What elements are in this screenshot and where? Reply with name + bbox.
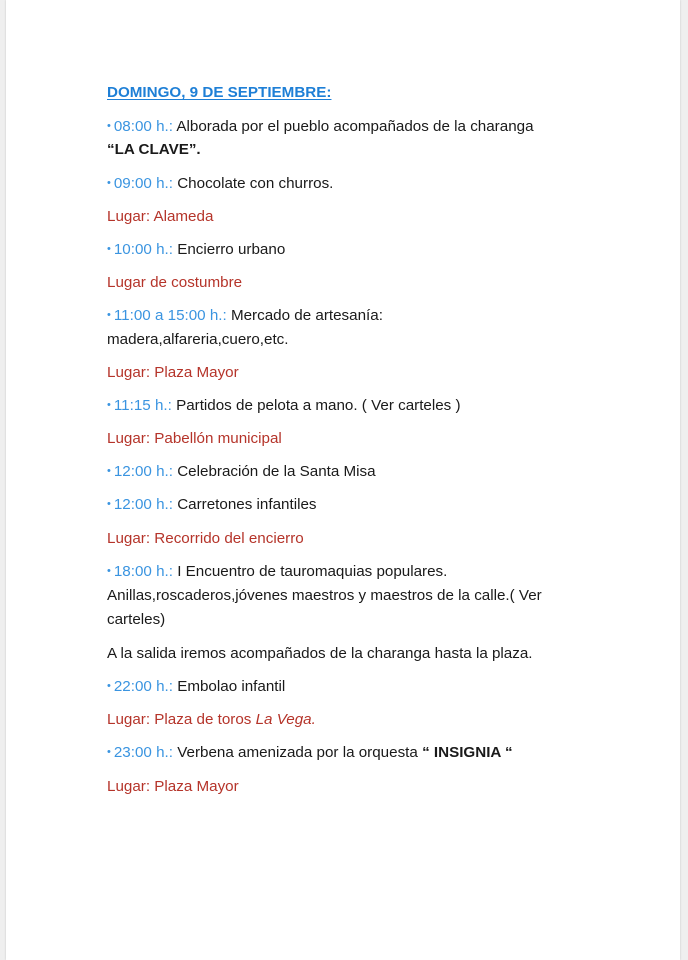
event-time: 11:00 a 15:00 h.: bbox=[113, 307, 227, 324]
event-location: Lugar: Plaza Mayor bbox=[107, 778, 239, 795]
event-description-continuation: madera,alfareria,cuero,etc. bbox=[107, 331, 289, 348]
bullet-icon: • bbox=[107, 680, 111, 692]
event-time: 08:00 h.: bbox=[113, 118, 173, 135]
event-location: Lugar: Plaza Mayor bbox=[107, 364, 239, 381]
event-description: I Encuentro de tauromaquias populares. bbox=[172, 563, 448, 580]
event-location: Lugar: Pabellón municipal bbox=[107, 430, 282, 447]
bullet-icon: • bbox=[107, 177, 111, 189]
event-description-continuation: “LA CLAVE”. bbox=[107, 141, 201, 158]
bullet-icon: • bbox=[107, 498, 111, 510]
event-description-continuation: carteles) bbox=[107, 611, 166, 628]
event-description: Embolao infantil bbox=[172, 678, 286, 695]
bullet-icon: • bbox=[107, 746, 111, 758]
schedule-item bbox=[107, 174, 333, 195]
location-label: Lugar: Plaza de toros bbox=[107, 711, 256, 728]
event-time: 12:00 h.: bbox=[113, 496, 173, 513]
schedule-item bbox=[107, 240, 285, 261]
schedule-item bbox=[107, 462, 376, 483]
schedule-item bbox=[107, 117, 534, 138]
event-location: Lugar: Recorrido del encierro bbox=[107, 530, 304, 547]
event-description-continuation: Anillas,roscaderos,jóvenes maestros y maestros de la calle.( Ver bbox=[107, 587, 542, 604]
document-page bbox=[6, 0, 680, 960]
schedule-item bbox=[107, 677, 285, 698]
event-time: 23:00 h.: bbox=[113, 744, 173, 761]
bullet-icon: • bbox=[107, 309, 111, 321]
event-description: Chocolate con churros. bbox=[172, 175, 334, 192]
schedule-item bbox=[107, 562, 447, 583]
bullet-icon: • bbox=[107, 565, 111, 577]
schedule-item bbox=[107, 396, 461, 417]
event-time: 18:00 h.: bbox=[113, 563, 173, 580]
event-location: Lugar de costumbre bbox=[107, 274, 243, 291]
event-location bbox=[107, 710, 316, 730]
event-description: Verbena amenizada por la orquesta bbox=[172, 744, 423, 761]
event-description: Carretones infantiles bbox=[172, 496, 317, 513]
event-time: 22:00 h.: bbox=[113, 678, 173, 695]
bullet-icon: • bbox=[107, 120, 111, 132]
event-description: Celebración de la Santa Misa bbox=[172, 463, 376, 480]
bullet-icon: • bbox=[107, 399, 111, 411]
schedule-item bbox=[107, 306, 383, 327]
event-description: Mercado de artesanía: bbox=[226, 307, 383, 324]
event-description: Alborada por el pueblo acompañados de la charanga bbox=[172, 118, 534, 135]
schedule-item bbox=[107, 743, 513, 764]
schedule-item bbox=[107, 495, 317, 516]
event-time: 09:00 h.: bbox=[113, 175, 173, 192]
location-venue-name: La Vega. bbox=[255, 711, 316, 728]
event-location: Lugar: Alameda bbox=[107, 208, 214, 225]
event-note: A la salida iremos acompañados de la charanga hasta la plaza. bbox=[107, 645, 533, 662]
band-name: “ INSIGNIA “ bbox=[422, 744, 513, 761]
day-heading: DOMINGO, 9 DE SEPTIEMBRE: bbox=[107, 84, 332, 101]
event-time: 12:00 h.: bbox=[113, 463, 173, 480]
event-time: 11:15 h.: bbox=[113, 397, 172, 414]
event-description: Encierro urbano bbox=[172, 241, 286, 258]
event-description: Partidos de pelota a mano. ( Ver carteles ) bbox=[171, 397, 461, 414]
bullet-icon: • bbox=[107, 243, 111, 255]
bullet-icon: • bbox=[107, 465, 111, 477]
event-time: 10:00 h.: bbox=[113, 241, 173, 258]
